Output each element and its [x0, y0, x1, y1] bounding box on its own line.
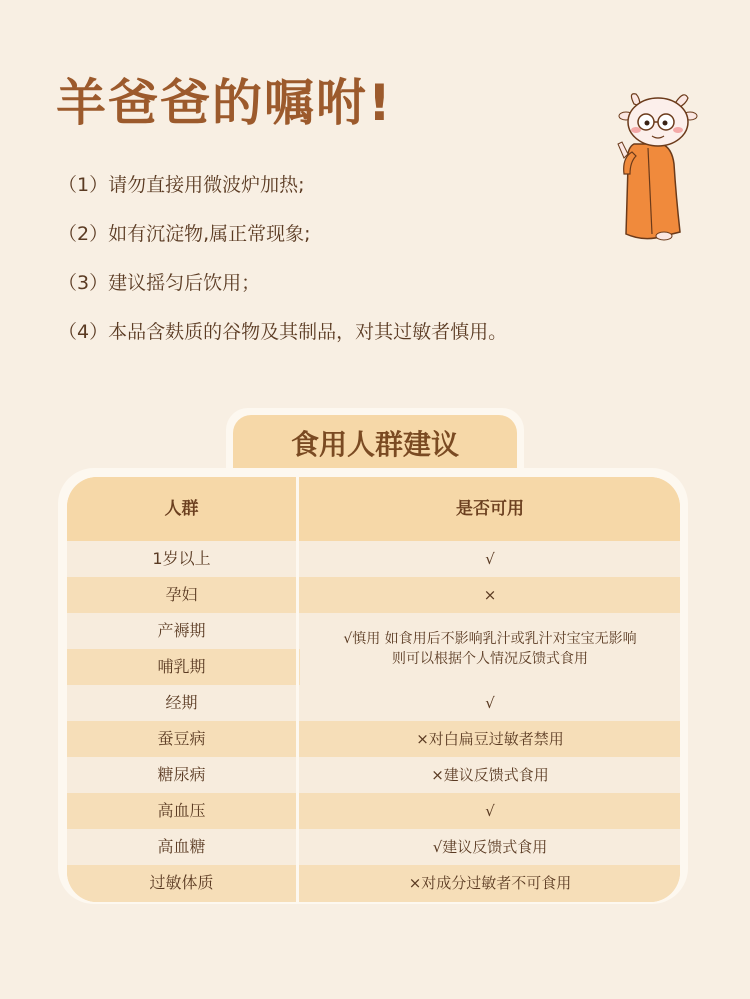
merged-note-line-2: 则可以根据个人情况反馈式食用: [392, 651, 588, 667]
row-group: 过敏体质: [149, 873, 214, 892]
notes-list: [58, 170, 507, 366]
usage-table: [67, 477, 680, 902]
header-group: 人群: [164, 499, 199, 519]
row-usage: ×建议反馈式食用: [431, 766, 549, 784]
row-group: 经期: [165, 693, 198, 712]
row-group: 高血压: [157, 801, 206, 820]
row-usage: √: [485, 550, 495, 568]
note-4: （4）本品含麸质的谷物及其制品，对其过敏者慎用。: [58, 321, 508, 343]
merged-usage-note: [300, 613, 680, 685]
sheep-dad-mascot-icon: [604, 86, 704, 246]
table-row: [67, 577, 680, 613]
row-group: 高血糖: [157, 837, 206, 856]
row-group: 糖尿病: [157, 765, 206, 784]
table-row: [67, 685, 680, 721]
row-group: 蚕豆病: [157, 729, 206, 748]
note-1: （1）请勿直接用微波炉加热;: [58, 174, 305, 196]
row-usage: √: [485, 802, 495, 820]
row-usage: ×对成分过敏者不可食用: [408, 874, 572, 892]
table-header-row: [67, 477, 680, 541]
table-row: [67, 829, 680, 865]
table-row: [67, 721, 680, 757]
table-row: [67, 541, 680, 577]
column-divider: [296, 477, 299, 902]
merged-note-line-1: √慎用 如食用后不影响乳汁或乳汁对宝宝无影响: [343, 631, 637, 647]
table-row: [67, 793, 680, 829]
row-group: 哺乳期: [157, 657, 206, 676]
section-title: 食用人群建议: [233, 415, 517, 475]
row-usage: √: [485, 694, 495, 712]
page-title: 羊爸爸的嘱咐!: [56, 74, 393, 132]
table-row: [67, 865, 680, 902]
row-group: 1岁以上: [152, 549, 211, 568]
note-2: （2）如有沉淀物,属正常现象;: [58, 223, 311, 245]
row-usage: √建议反馈式食用: [432, 838, 548, 856]
note-3: （3）建议摇匀后饮用；: [58, 272, 261, 294]
table-row: [67, 757, 680, 793]
row-usage: ×对白扁豆过敏者禁用: [416, 730, 564, 748]
row-group: 产褥期: [157, 621, 206, 640]
row-usage: ×: [483, 586, 497, 604]
row-group: 孕妇: [165, 585, 198, 604]
header-usage: 是否可用: [456, 499, 524, 519]
